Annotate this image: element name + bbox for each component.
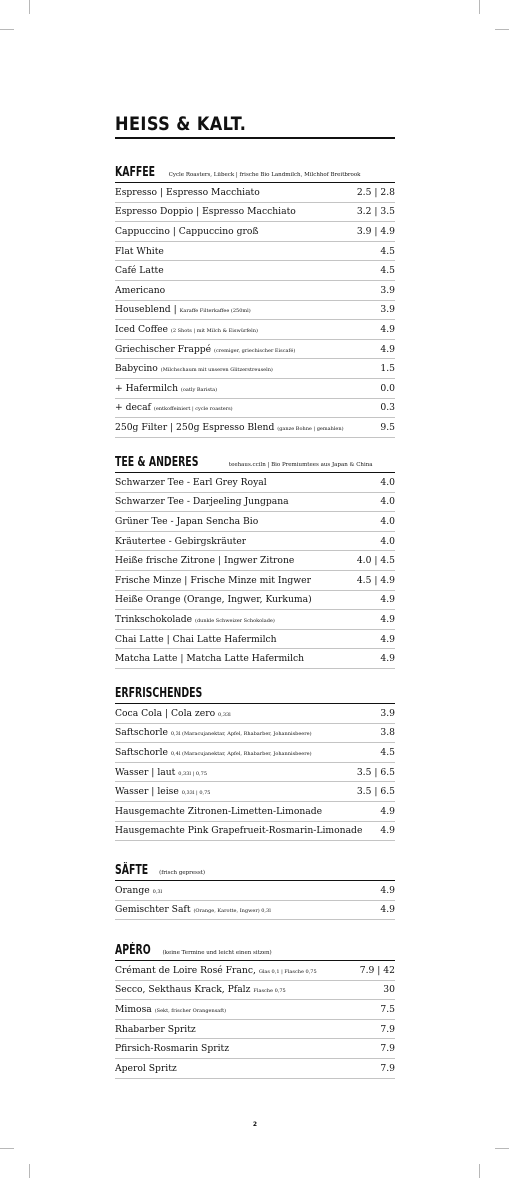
menu-item-price: 3.9 xyxy=(380,304,395,316)
menu-item-row xyxy=(115,261,395,281)
menu-item-name: Coca Cola | Cola zero xyxy=(115,707,216,719)
menu-item-row xyxy=(115,961,395,981)
menu-item-price: 4.0 xyxy=(380,515,395,527)
menu-item-name: Babycino xyxy=(115,363,158,375)
menu-item-label xyxy=(115,1004,226,1015)
menu-item-name: Rhabarber Spritz xyxy=(115,1023,196,1035)
menu-item-label xyxy=(115,965,317,976)
menu-item-row xyxy=(115,881,395,901)
menu-item-price: 4.9 xyxy=(380,343,395,355)
crop-mark xyxy=(479,1164,480,1178)
menu-item-row xyxy=(115,473,395,493)
menu-item-row xyxy=(115,724,395,744)
crop-mark xyxy=(495,1148,509,1149)
section-title: KAFFEE xyxy=(115,165,156,180)
menu-item-row xyxy=(115,1020,395,1040)
menu-item-name: Schwarzer Tee - Earl Grey Royal xyxy=(115,476,267,488)
menu-item-name: Iced Coffee xyxy=(115,323,168,335)
menu-item-note: (oatly Barista) xyxy=(180,386,218,393)
menu-item-name: Secco, Sekthaus Krack, Pfalz xyxy=(115,984,251,996)
menu-item-row xyxy=(115,571,395,591)
crop-mark xyxy=(29,0,30,14)
menu-item-note: Flasche 0,75 xyxy=(253,988,286,995)
title-rule xyxy=(115,137,395,139)
menu-item-name: Heiße Orange (Orange, Ingwer, Kurkuma) xyxy=(115,594,312,606)
menu-item-row xyxy=(115,301,395,321)
menu-item-label xyxy=(115,825,362,836)
menu-item-label xyxy=(115,246,164,257)
menu-item-price: 3.8 xyxy=(380,727,395,739)
page-title: HEISS & KALT. xyxy=(115,113,247,135)
section-header xyxy=(115,686,395,704)
menu-item-row xyxy=(115,340,395,360)
menu-item-row xyxy=(115,1000,395,1020)
menu-item-label xyxy=(115,747,312,758)
menu-item-name: Pfirsich-Rosmarin Spritz xyxy=(115,1043,230,1055)
menu-item-row xyxy=(115,1039,395,1059)
menu-item-name: Espresso Doppio | Espresso Macchiato xyxy=(115,206,296,218)
menu-item-label xyxy=(115,206,296,217)
menu-item-note: Glas 0,1 | Flasche 0,75 xyxy=(258,968,317,975)
menu-item-label xyxy=(115,575,311,586)
menu-item-label xyxy=(115,265,164,276)
menu-item-price: 4.9 xyxy=(380,904,395,916)
menu-item-note: Karaffe Filterkaffee (250ml) xyxy=(179,308,251,315)
menu-item-row xyxy=(115,591,395,611)
section-header xyxy=(115,863,395,881)
menu-item-name: Wasser | laut xyxy=(115,766,176,778)
menu-item-note: (Milchschaum mit unseren Glitzerstreuseln) xyxy=(160,367,273,374)
section-apero xyxy=(115,943,395,1079)
section-title: TEE & ANDERES xyxy=(115,455,199,470)
menu-item-note: (Sekt, frischer Orangensaft) xyxy=(154,1007,227,1014)
menu-item-row xyxy=(115,822,395,842)
menu-item-price: 4.0 xyxy=(380,496,395,508)
menu-item-label xyxy=(115,904,271,915)
section-tee-anderes xyxy=(115,455,395,669)
menu-item-note: 0,4l (Maracujanektar, Apfel, Rhabarber, Johannisbeere) xyxy=(170,750,312,757)
menu-item-row xyxy=(115,802,395,822)
crop-mark xyxy=(0,1148,14,1149)
menu-item-row xyxy=(115,649,395,669)
menu-item-label xyxy=(115,516,258,527)
menu-item-name: Chai Latte | Chai Latte Hafermilch xyxy=(115,633,277,645)
page-number: 2 xyxy=(252,1121,258,1128)
menu-item-note: (ganze Bohne | gemahlen) xyxy=(277,425,344,432)
menu-item-price: 4.5 xyxy=(380,746,395,758)
menu-item-price: 3.5 | 6.5 xyxy=(356,786,395,798)
menu-item-price: 3.5 | 6.5 xyxy=(356,766,395,778)
crop-mark xyxy=(29,1164,30,1178)
menu-item-row xyxy=(115,901,395,921)
menu-item-row xyxy=(115,743,395,763)
menu-item-row xyxy=(115,763,395,783)
menu-item-note: 0,3l (Maracujanektar, Apfel, Rhabarber, Johannisbeere) xyxy=(170,731,312,738)
menu-item-price: 2.5 | 2.8 xyxy=(356,186,395,198)
menu-item-label xyxy=(115,477,267,488)
menu-item-price: 4.0 xyxy=(380,476,395,488)
menu-item-price: 7.9 xyxy=(380,1043,395,1055)
section-title: ERFRISCHENDES xyxy=(115,686,203,701)
menu-item-price: 4.9 xyxy=(380,653,395,665)
section-header xyxy=(115,943,395,961)
menu-item-row xyxy=(115,493,395,513)
menu-item-row xyxy=(115,981,395,1001)
menu-item-label xyxy=(115,344,295,355)
menu-item-row xyxy=(115,222,395,242)
menu-item-label xyxy=(115,767,207,778)
menu-item-price: 4.9 xyxy=(380,594,395,606)
menu-item-name: + decaf xyxy=(115,402,151,414)
menu-item-row xyxy=(115,281,395,301)
menu-item-price: 4.9 xyxy=(380,805,395,817)
menu-item-label xyxy=(115,885,162,896)
menu-item-name: Griechischer Frappé xyxy=(115,343,212,355)
menu-item-label xyxy=(115,363,273,374)
menu-item-note: (2 Shots | mit Milch & Eiswürfeln) xyxy=(170,327,258,334)
menu-item-row xyxy=(115,418,395,438)
menu-item-price: 30 xyxy=(383,984,395,996)
menu-item-price: 1.5 xyxy=(380,363,395,375)
section-note: (keine Termine und leicht einen sitzen) xyxy=(162,950,272,956)
menu-item-name: 250g Filter | 250g Espresso Blend xyxy=(115,421,275,433)
menu-item-label xyxy=(115,536,246,547)
menu-item-row xyxy=(115,1059,395,1079)
menu-item-name: Cappuccino | Cappuccino groß xyxy=(115,225,259,237)
menu-item-label xyxy=(115,1063,177,1074)
menu-item-name: Saftschorle xyxy=(115,727,168,739)
menu-item-row xyxy=(115,242,395,262)
menu-item-name: Schwarzer Tee - Darjeeling Jungpana xyxy=(115,496,289,508)
menu-item-name: Café Latte xyxy=(115,265,164,277)
menu-item-row xyxy=(115,704,395,724)
menu-item-price: 3.9 xyxy=(380,707,395,719)
menu-item-price: 4.0 | 4.5 xyxy=(356,555,395,567)
menu-item-name: Orange xyxy=(115,884,150,896)
section-title: APÉRO xyxy=(115,943,151,958)
menu-item-label xyxy=(115,1043,229,1054)
menu-item-note: 0,33l xyxy=(218,711,231,718)
menu-item-name: Heiße frische Zitrone | Ingwer Zitrone xyxy=(115,555,295,567)
menu-item-label xyxy=(115,708,231,719)
section-note: teehaus.cciln | Bio Premiumtees aus Japan & China xyxy=(228,462,373,468)
menu-item-name: Kräutertee - Gebirgskräuter xyxy=(115,535,247,547)
menu-item-label xyxy=(115,383,217,394)
menu-item-note: (cremiger, griechischer Eiscafé) xyxy=(214,347,296,354)
menu-item-label xyxy=(115,187,260,198)
menu-item-name: Houseblend | xyxy=(115,304,177,316)
menu-item-price: 3.2 | 3.5 xyxy=(356,206,395,218)
menu-item-row xyxy=(115,320,395,340)
section-saefte xyxy=(115,863,395,920)
menu-item-label xyxy=(115,422,344,433)
menu-item-note: 0,33l | 0,75 xyxy=(178,770,207,777)
menu-item-note: 0,3l xyxy=(152,888,163,895)
menu-item-price: 7.9 xyxy=(380,1023,395,1035)
menu-item-row xyxy=(115,203,395,223)
menu-item-name: Hausgemachte Pink Grapefrueit-Rosmarin-Limonade xyxy=(115,825,363,837)
menu-item-note: (Orange, Karotte, Ingwer) 0,3l xyxy=(193,908,271,915)
menu-item-label xyxy=(115,324,258,335)
menu-item-label xyxy=(115,634,277,645)
section-title: SÄFTE xyxy=(115,863,149,878)
menu-item-price: 4.0 xyxy=(380,535,395,547)
menu-item-row xyxy=(115,359,395,379)
menu-item-price: 9.5 xyxy=(380,421,395,433)
menu-item-row xyxy=(115,551,395,571)
menu-item-row xyxy=(115,782,395,802)
menu-item-row xyxy=(115,512,395,532)
menu-item-price: 4.9 xyxy=(380,825,395,837)
menu-item-price: 0.3 xyxy=(380,402,395,414)
section-header xyxy=(115,165,395,183)
menu-item-label xyxy=(115,614,275,625)
menu-item-price: 4.9 xyxy=(380,884,395,896)
menu-item-label xyxy=(115,1024,196,1035)
menu-item-label xyxy=(115,496,289,507)
crop-mark xyxy=(0,29,14,30)
menu-item-name: Aperol Spritz xyxy=(115,1062,177,1074)
menu-item-label xyxy=(115,984,286,995)
menu-item-row xyxy=(115,630,395,650)
menu-item-label xyxy=(115,727,312,738)
menu-item-name: Flat White xyxy=(115,245,164,257)
menu-item-price: 7.5 xyxy=(380,1003,395,1015)
crop-mark xyxy=(479,0,480,14)
menu-item-name: + Hafermilch xyxy=(115,382,178,394)
menu-item-name: Frische Minze | Frische Minze mit Ingwer xyxy=(115,574,312,586)
menu-item-row xyxy=(115,532,395,552)
menu-item-label xyxy=(115,555,294,566)
menu-item-name: Saftschorle xyxy=(115,746,168,758)
crop-mark xyxy=(495,29,509,30)
section-note: (frisch gepresst) xyxy=(159,870,206,876)
menu-item-row xyxy=(115,379,395,399)
menu-item-name: Espresso | Espresso Macchiato xyxy=(115,186,260,198)
menu-item-label xyxy=(115,226,259,237)
menu-item-price: 7.9 | 42 xyxy=(359,964,395,976)
menu-item-label xyxy=(115,304,251,315)
menu-item-label xyxy=(115,806,322,817)
menu-item-row xyxy=(115,183,395,203)
menu-item-price: 4.9 xyxy=(380,633,395,645)
menu-item-price: 4.5 xyxy=(380,265,395,277)
menu-item-name: Hausgemachte Zitronen-Limetten-Limonade xyxy=(115,805,323,817)
menu-item-name: Trinkschokolade xyxy=(115,613,193,625)
menu-item-price: 4.5 xyxy=(380,245,395,257)
menu-item-label xyxy=(115,594,312,605)
menu-item-name: Mimosa xyxy=(115,1003,152,1015)
menu-item-label xyxy=(115,786,210,797)
menu-item-name: Wasser | leise xyxy=(115,786,179,798)
menu-item-row xyxy=(115,610,395,630)
menu-item-label xyxy=(115,285,165,296)
menu-item-price: 3.9 | 4.9 xyxy=(356,225,395,237)
menu-item-label xyxy=(115,653,304,664)
menu-item-name: Gemischter Saft xyxy=(115,904,191,916)
section-header xyxy=(115,455,395,473)
menu-item-label xyxy=(115,402,233,413)
section-erfrischendes xyxy=(115,686,395,841)
menu-item-price: 0.0 xyxy=(380,382,395,394)
menu-item-price: 4.9 xyxy=(380,613,395,625)
menu-item-name: Grüner Tee - Japan Sencha Bio xyxy=(115,515,259,527)
menu-item-note: (entkoffeiniert | cycle roasters) xyxy=(153,406,233,413)
menu-item-note: 0,33l | 0,75 xyxy=(181,790,211,797)
menu-item-note: (dunkle Schweizer Schokolade) xyxy=(195,617,275,624)
section-kaffee xyxy=(115,165,395,438)
menu-item-name: Crémant de Loire Rosé Franc, xyxy=(115,964,256,976)
menu-item-name: Matcha Latte | Matcha Latte Hafermilch xyxy=(115,653,305,665)
menu-item-price: 3.9 xyxy=(380,284,395,296)
menu-item-name: Americano xyxy=(115,284,166,296)
menu-item-price: 7.9 xyxy=(380,1062,395,1074)
menu-item-price: 4.9 xyxy=(380,323,395,335)
menu-item-row xyxy=(115,399,395,419)
section-note: Cycle Roasters, Lübeck | frische Bio Landmilch, Milchhof Breitbrook xyxy=(168,172,361,178)
menu-item-price: 4.5 | 4.9 xyxy=(356,574,395,586)
